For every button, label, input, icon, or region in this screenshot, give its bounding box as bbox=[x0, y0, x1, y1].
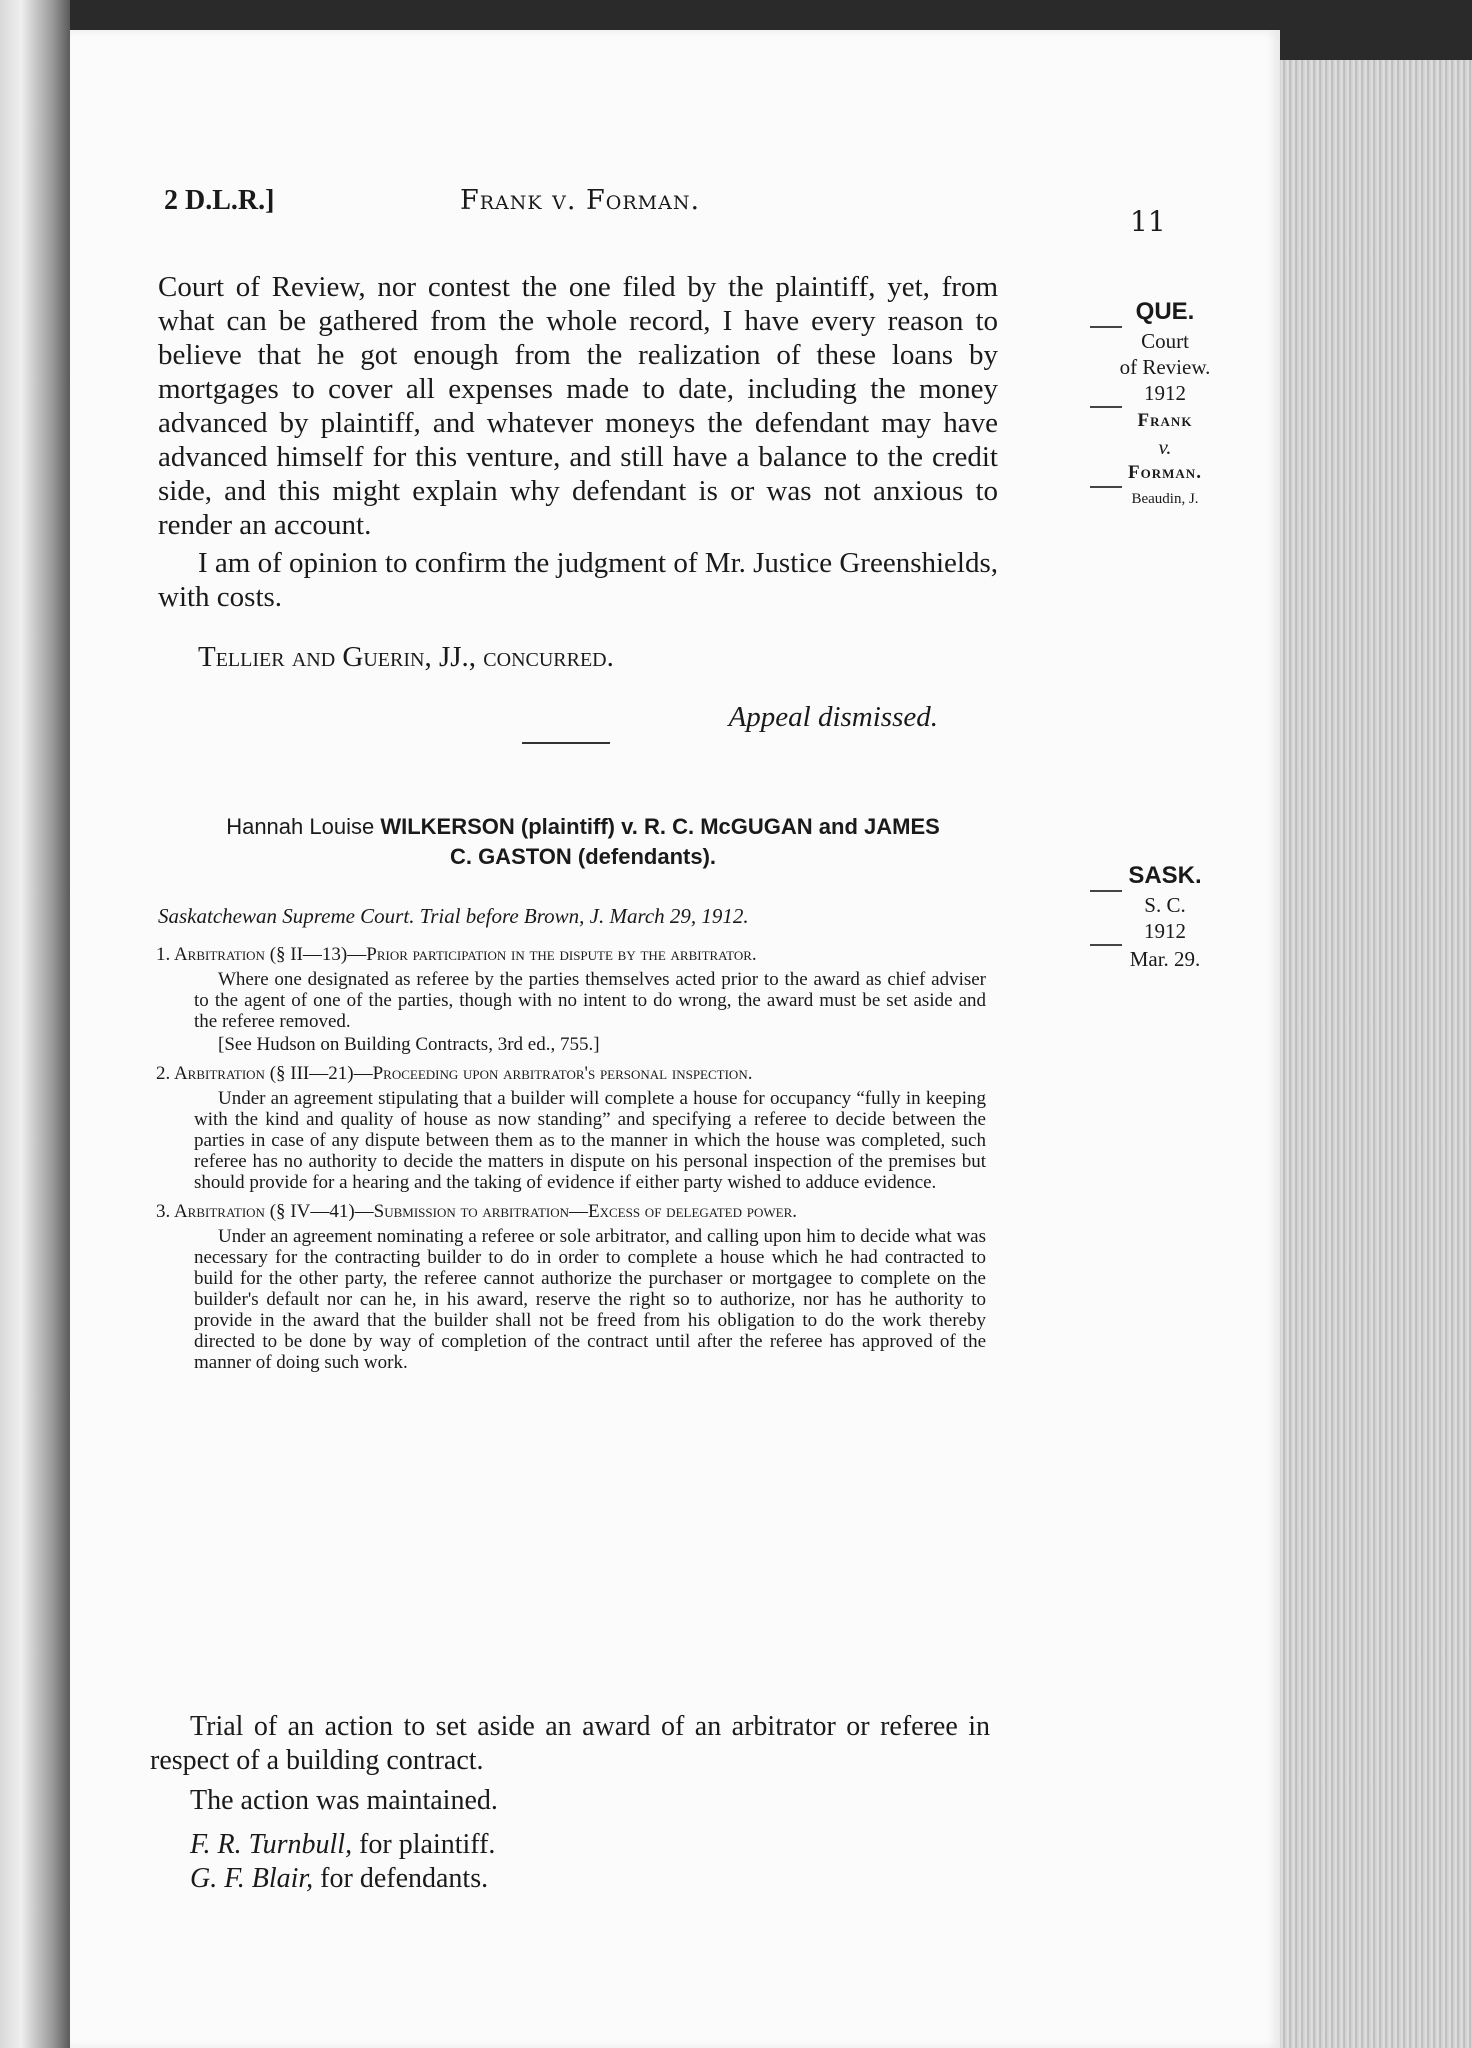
margin-judge: Beaudin, J. bbox=[1131, 491, 1199, 507]
margin-case-line-2: v. bbox=[1158, 435, 1172, 459]
margin-court-line-2: of Review. bbox=[1119, 355, 1211, 379]
book-page bbox=[70, 30, 1280, 2048]
headnote-2 bbox=[156, 1063, 986, 1193]
margin-year: 1912 bbox=[1144, 381, 1186, 405]
trial-paragraph: Trial of an action to set aside an award of an arbitrator or referee in respect of a building contract. bbox=[150, 1711, 990, 1776]
headnote-body: Where one designated as referee by the parties themselves acted prior to the award as chief adviser to the agent of one of the parties, though with no intent to do wrong, the award must be set aside and the referee removed. bbox=[194, 969, 986, 1032]
margin-province: SASK. bbox=[1128, 862, 1202, 889]
margin-notes-case bbox=[1090, 862, 1240, 972]
counsel-defendants: G. F. Blair, for defendants. bbox=[190, 1863, 489, 1894]
case-title bbox=[158, 812, 1008, 872]
page-stack-edge bbox=[1280, 60, 1472, 2048]
case-title-line-2: C. GASTON (defendants). bbox=[449, 844, 717, 869]
result-line: The action was maintained. bbox=[190, 1785, 498, 1816]
counsel-plaintiff: F. R. Turnbull, for plaintiff. bbox=[190, 1829, 496, 1860]
court-line: Saskatchewan Supreme Court. Trial before Brown, J. March 29, 1912. bbox=[158, 904, 749, 928]
headnote-heading: 1. Arbitration (§ II—13)—Prior participation in the dispute by the arbitrator. bbox=[156, 944, 757, 965]
left-page-edge bbox=[0, 0, 70, 2048]
headnote-heading: 2. Arbitration (§ III—21)—Proceeding upon arbitrator's personal inspection. bbox=[156, 1063, 753, 1084]
headnote-reference: [See Hudson on Building Contracts, 3rd ed., 755.] bbox=[218, 1034, 600, 1055]
headnote-body: Under an agreement nominating a referee or sole arbitrator, and calling upon him to decide what was necessary for the contracting builder to do in order to complete a house which he had contracted to build for the other party, the referee cannot authorize the purchaser or mortgagee to complete on the builder's default nor can he, in his award, reserve the right so to authorize, nor has he authority to provide in the award that the builder shall not be freed from his obligation to do the work thereby directed to be done by way of completion of the contract until after the referee has approved of the manner of doing such work. bbox=[194, 1226, 986, 1373]
page-number: 11 bbox=[1130, 205, 1166, 238]
headnote-heading: 3. Arbitration (§ IV—41)—Submission to arbitration—Excess of delegated power. bbox=[156, 1201, 797, 1222]
concurrence-line: Tellier and Guerin, JJ., concurred. bbox=[198, 641, 614, 673]
margin-court: S. C. bbox=[1144, 893, 1186, 917]
margin-date: Mar. 29. bbox=[1129, 947, 1201, 971]
trial-section bbox=[150, 1710, 990, 1896]
disposition-line: Appeal dismissed. bbox=[728, 701, 938, 733]
margin-case-line-3: Forman. bbox=[1128, 462, 1202, 483]
section-divider bbox=[522, 742, 610, 744]
headnote-1 bbox=[156, 944, 986, 1055]
opinion-paragraph-1: Court of Review, nor contest the one filed by the plaintiff, yet, from what can be gathered from the whole record, I have every reason to believe that he got enough from the realization of these loans by mortgages to cover all expenses made to date, including the money advanced by plaintiff, and whatever moneys the defendant may have advanced himself for this venture, and still have a balance to the credit side, and this might explain why defendant is or was not anxious to render an account. bbox=[158, 271, 998, 541]
opinion-text bbox=[158, 270, 998, 734]
headnote-body: Under an agreement stipulating that a builder will complete a house for occupancy “fully in keeping with the kind and quality of house as now standing” and specifying a referee to decide between the parties in case of any dispute between them as to the manner in which the house was completed, such referee has no authority to decide the matters in dispute on his personal inspection of the premises but should provide for a hearing and the taking of evidence if either party wished to adduce evidence. bbox=[194, 1088, 986, 1193]
margin-year: 1912 bbox=[1144, 919, 1186, 943]
margin-court-line-1: Court bbox=[1141, 329, 1189, 353]
headnote-3 bbox=[156, 1201, 986, 1373]
volume-reference: 2 D.L.R.] bbox=[164, 185, 275, 216]
margin-province: QUE. bbox=[1135, 298, 1195, 325]
running-title: Frank v. Forman. bbox=[460, 185, 701, 216]
headnotes bbox=[156, 944, 986, 1373]
margin-case-line-1: Frank bbox=[1137, 410, 1193, 431]
case-title-line-1: Hannah Louise WILKERSON (plaintiff) v. R. C. McGUGAN and JAMES bbox=[226, 814, 940, 839]
opinion-paragraph-2: I am of opinion to confirm the judgment of Mr. Justice Greenshields, with costs. bbox=[158, 547, 998, 613]
margin-notes-top bbox=[1090, 298, 1240, 510]
